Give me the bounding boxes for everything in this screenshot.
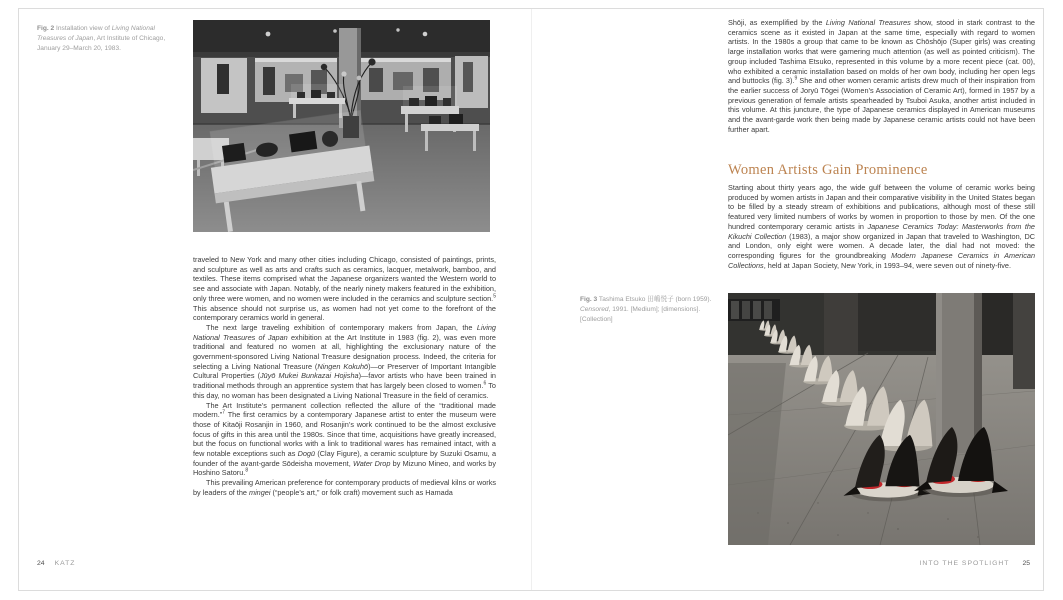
fig3-photo: [728, 293, 1035, 545]
leg-sculptures-illustration: [728, 293, 1035, 545]
body-paragraph: traveled to New York and many other cities including Chicago, consisted of paintings, prints, and sculpture as well as arts and crafts such as ceramics, lacquer, metalwork, bamboo, and textiles. These items comprised what the Japanese organizers wanted the Western world to see and associate with Japan. Notably, of the nearly ninety makers featured in the exhibition, only three were women, and no women were included in the ceramics and sculpture section.$^5$ This absence should not surprise us, as women had not yet come to the forefront of the contemporary ceramics world in general.: [193, 255, 496, 323]
concrete-column: [824, 293, 858, 355]
gallery-installation-illustration: [193, 20, 490, 232]
left-body-column: [193, 255, 496, 498]
running-head-author: KATZ: [54, 560, 76, 567]
body-paragraph: The next large traveling exhibition of contemporary makers from Japan, the Living National Treasures of Japan exhibition at the Art Institute in 1983 (fig. 2), was even more traditional and featured no women at all, highlighting the exclusionary nature of the government-sponsored Living National Treasure designation process. Indeed, the criteria for selecting a Living National Treasure (Ningen Kokuhō)—or Preserver of Important Intangible Cultural Properties (Jūyō Mukei Bunkazai Hojisha)—favor artists who have been trained in traditional methods through an apprentice system that has largely been closed to women.$^6$ To this day, no woman has been designated a Living National Treasure in the field of ceramics.: [193, 322, 497, 400]
body-paragraph: Starting about thirty years ago, the wide gulf between the volume of ceramic works being produced by women artists in Japan and their comparative visibility in the United States began to be filled by a steady stream of exhibitions and publications, although most of these still featured very limited numbers of works by women in proportion to those by men. Of the one hundred contemporary ceramic artists in Japanese Ceramics Today: Masterworks from the Kikuchi Collection (1983), a major show organized in Japan that traveled to Washington, DC and London, only eight were women. A decade later, the dial had not moved: the corresponding figures for the groundbreaking Modern Japanese Ceramics in American Collections, held at Japan Society, New York, in 1993–94, were seven out of ninety-five.: [728, 183, 1035, 270]
body-paragraph: The Art Institute’s permanent collection reflected the allure of the “traditional made modern.”$^7$ The first ceramics by a contemporary Japanese artist to enter the museum were those of Kitaōji Rosanjin in 1960, and Rosanjin’s work continued to be the almost exclusive focus of gifts in this area until the 1980s. Since that time, acquisitions have greatly increased, but the focus on functional works with a link to traditional wares has remained intact, with a few notable exceptions such as Dogū (Clay Figure), a ceramic sculpture by Suzuki Osamu, a founder of the avant-garde Sōdeisha movement, Water Drop by Mizuno Mineo, and works by Hoshino Satoru.$^8$: [193, 400, 496, 478]
fig2-photo: [193, 20, 490, 232]
left-footer: [37, 560, 75, 567]
fig3-caption: Fig. 3 Tashima Etsuko 田嶋悦子 (born 1959). Censored, 1991. [Medium]; [dimensions]. [Collection]: [580, 296, 712, 323]
right-body-column-top: [728, 18, 1035, 134]
running-head-chapter: INTO THE SPOTLIGHT: [919, 560, 1010, 567]
right-body-column-bottom: [728, 183, 1035, 270]
page-gutter-line: [531, 9, 532, 590]
right-footer: [800, 560, 1030, 567]
page-number-right: 25: [1022, 560, 1030, 567]
body-paragraph: Shōji, as exemplified by the Living National Treasures show, stood in stark contrast to the ceramics scene as it existed in Japan at the same time, especially with regard to women artists. In the 1980s a group that came to be known as Chōshōjo (Super girls) was creating large installation works that were garnering much attention (as well as pointed criticism). The group included Tashima Etsuko, represented in this volume by a more recent piece (cat. 00), who exhibited a ceramic installation based on molds of her own body, including her open legs and buttocks (fig. 3).$^9$ She and other women ceramic artists drew much of their inspiration from the earlier success of Joryū Tōgei (Women’s Association of Ceramic Art), formed in 1957 by a previous generation of female artists spearheaded by Tsuboi Asuka, another artist included in this volume. At this juncture, the type of Japanese ceramics displayed in American museums and the avant-garde work then being made by Japanese ceramic artists could not have been further apart.: [728, 18, 1035, 134]
body-paragraph: This prevailing American preference for contemporary products of medieval kilns or works by leaders of the mingei (“people’s art,” or folk craft) movement such as Hamada: [193, 478, 496, 497]
page-number-left: 24: [37, 560, 45, 567]
fig2-caption: Fig. 2 Installation view of Living National Treasures of Japan, Art Institute of Chicago, January 29–March 20, 1983.: [37, 25, 166, 52]
section-heading: Women Artists Gain Prominence: [728, 162, 928, 178]
